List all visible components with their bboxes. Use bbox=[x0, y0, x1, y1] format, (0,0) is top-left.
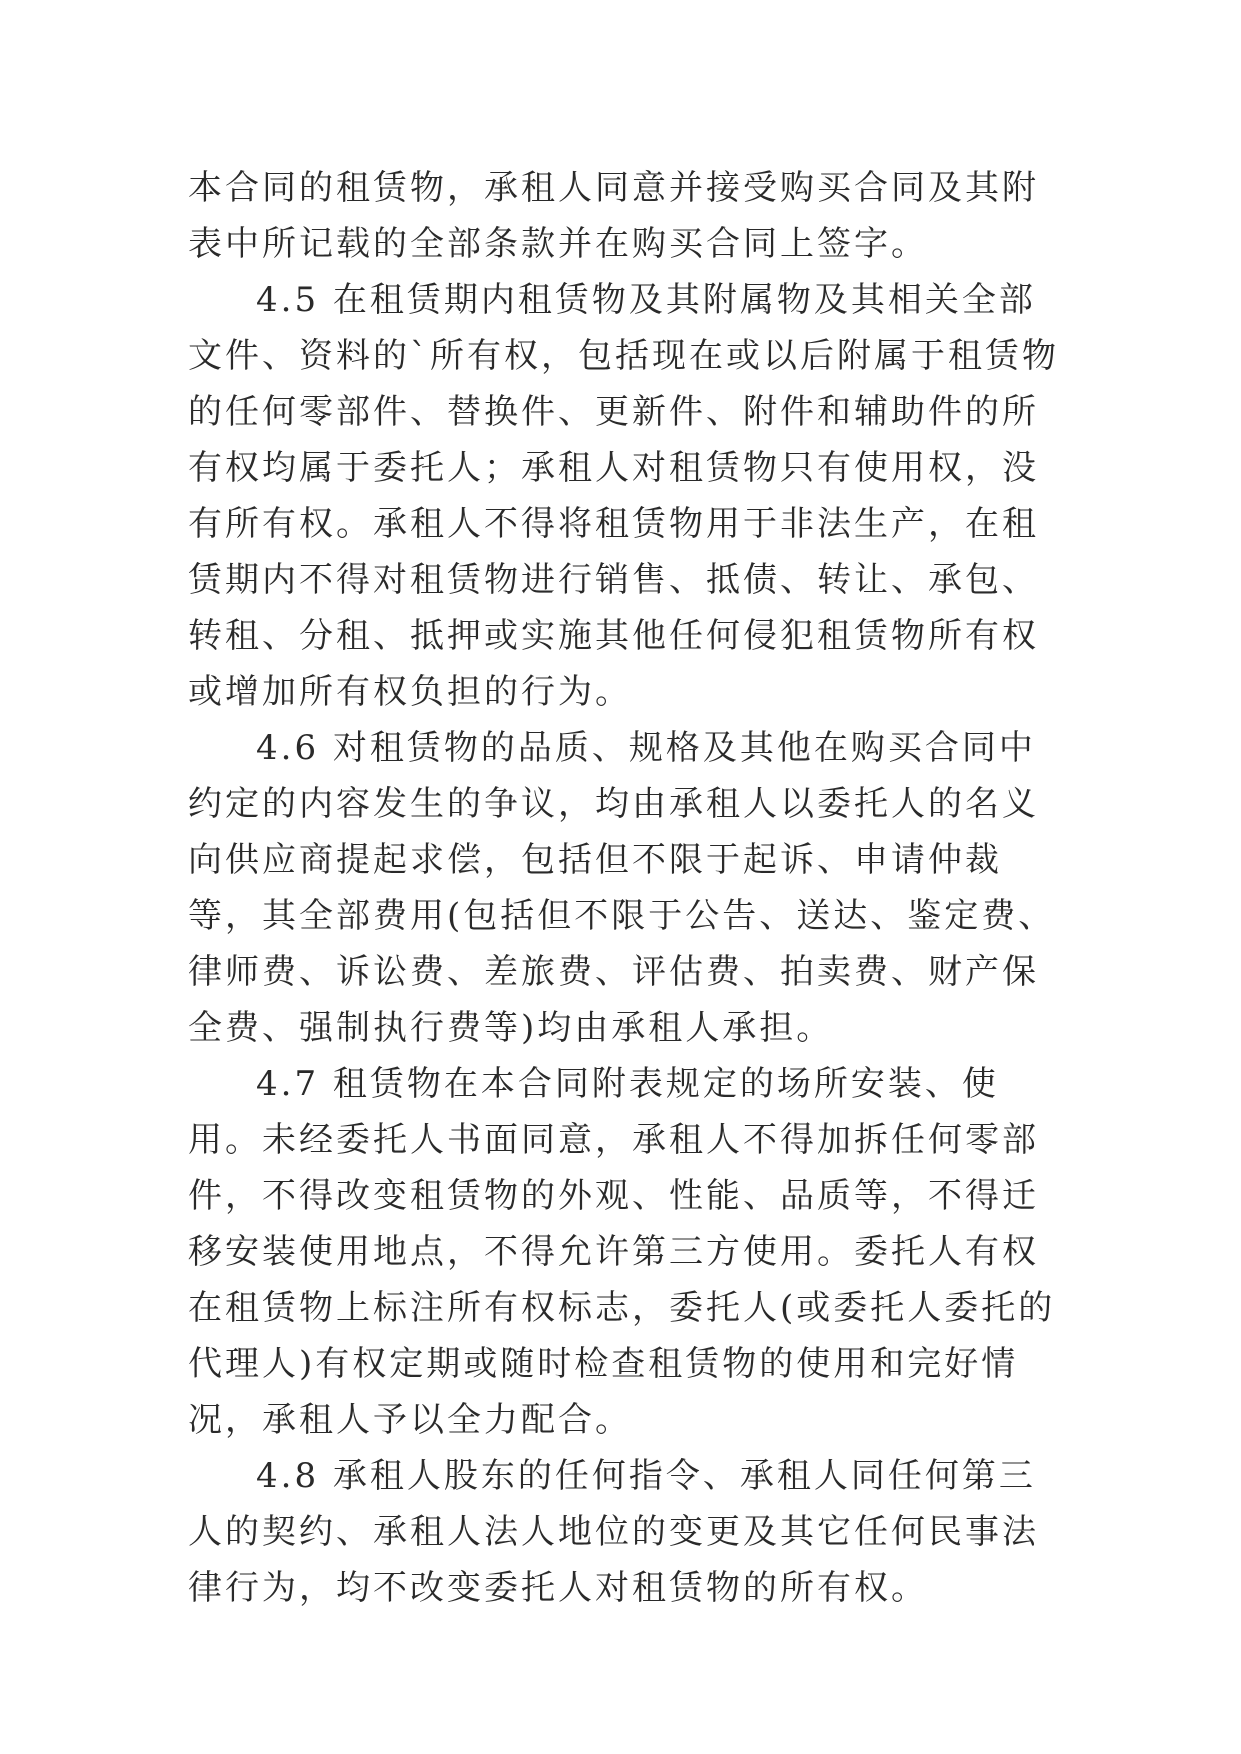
paragraph-clause-4-8: 4.8 承租人股东的任何指令、承租人同任何第三人的契约、承租人法人地位的变更及其它任何民事法律行为，均不改变委托人对租赁物的所有权。 bbox=[188, 1456, 1039, 1608]
contract-body bbox=[188, 160, 1068, 1616]
paragraph-clause-4-5: 4.5 在租赁期内租赁物及其附属物及其相关全部文件、资料的`所有权，包括现在或以后附属于租赁物的任何零部件、替换件、更新件、附件和辅助件的所有权均属于委托人；承租人对租赁物只有使用权，没有所有权。承租人不得将租赁物用于非法生产，在租赁期内不得对租赁物进行销售、抵债、转让、承包、转租、分租、抵押或实施其他任何侵犯租赁物所有权或增加所有权负担的行为。 bbox=[188, 280, 1059, 712]
paragraph-clause-4-7: 4.7 租赁物在本合同附表规定的场所安装、使用。未经委托人书面同意，承租人不得加拆任何零部件，不得改变租赁物的外观、性能、品质等，不得迁移安装使用地点，不得允许第三方使用。委托人有权在租赁物上标注所有权标志，委托人(或委托人委托的代理人)有权定期或随时检查租赁物的使用和完好情况，承租人予以全力配合。 bbox=[188, 1064, 1056, 1440]
paragraph-clause-4-6: 4.6 对租赁物的品质、规格及其他在购买合同中约定的内容发生的争议，均由承租人以委托人的名义向供应商提起求偿，包括但不限于起诉、申请仲裁等，其全部费用(包括但不限于公告、送达、鉴定费、律师费、诉讼费、差旅费、评估费、拍卖费、财产保全费、强制执行费等)均由承租人承担。 bbox=[188, 728, 1056, 1048]
paragraph-continuation: 本合同的租赁物，承租人同意并接受购买合同及其附表中所记载的全部条款并在购买合同上签字。 bbox=[188, 168, 1039, 264]
